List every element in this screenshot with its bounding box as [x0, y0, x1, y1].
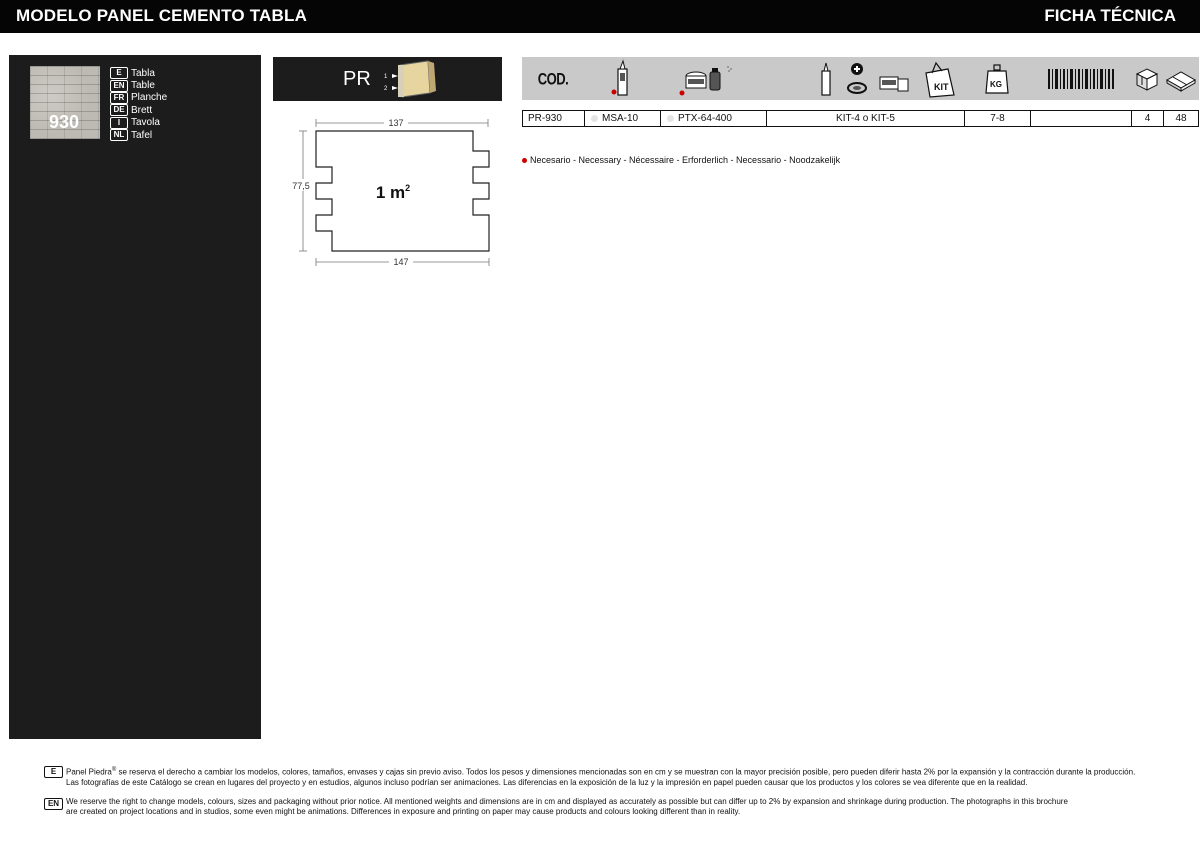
cell-adhesive-value: MSA-10: [602, 113, 639, 124]
language-name: Brett: [131, 104, 153, 116]
weight-label: KG: [990, 79, 1002, 89]
footer-en-line1: We reserve the right to change models, colours, sizes and packaging without prior notice. All mentioned weights and dimensions are in cm and displayed as accurately as possible but can differ up to 2% by expansion and shrinkage during production. The photographs in this brochure: [66, 797, 1068, 806]
kit-bag-icon: [770, 59, 960, 99]
table-header: [522, 57, 1199, 100]
svg-text:1 m2: [376, 183, 410, 202]
language-code: EN: [110, 80, 128, 92]
language-name: Table: [131, 80, 155, 92]
top-bar: [0, 0, 1200, 33]
legend-text: Necesario - Necessary - Nécessaire - Erforderlich - Necessario - Noodzakelijk: [530, 155, 841, 165]
registered-mark: ®: [111, 767, 117, 773]
panel-profile-mark: 1: [384, 74, 388, 80]
column-adhesive: [584, 57, 660, 100]
language-item: [110, 67, 167, 79]
footer-en-text: [66, 797, 1196, 817]
column-box: [1131, 57, 1163, 100]
language-code: FR: [110, 92, 128, 104]
language-item: [110, 104, 167, 116]
panel-diagram: [283, 113, 503, 273]
footer-es-line1: se reserva el derecho a cambiar los modelos, colores, tamaños, envases y cajas sin previo aviso. Todos los pesos y dimensiones mencionadas son en cm y se muestran con la mayor precisión posible, pero pueden diferir hasta 2% por la expansión y la contracción durante la producción.: [116, 767, 1136, 777]
language-item: [110, 92, 167, 104]
weight-icon: [983, 63, 1011, 95]
product-sidebar: [9, 55, 261, 739]
panel-profile-mark: 2: [384, 86, 388, 92]
language-item: [110, 79, 167, 91]
legend: [522, 155, 840, 165]
kit-label: KIT: [934, 81, 949, 92]
language-item: [110, 129, 167, 141]
dimension-bottom: 147: [393, 257, 409, 267]
required-dot: [591, 115, 598, 122]
language-code: I: [110, 117, 128, 129]
cell-adhesive: [585, 111, 661, 126]
column-kit: [766, 57, 964, 100]
dimension-top: 137: [388, 118, 404, 128]
pallet-icon: [1165, 66, 1197, 92]
page-title: MODELO PANEL CEMENTO TABLA: [16, 6, 308, 25]
language-badge-en: EN: [44, 798, 63, 810]
column-pallet: [1163, 57, 1199, 100]
paint-cans-icon: [668, 59, 758, 99]
footer-es-line2: Las fotografías de este Catálogo se crean en lugares del proyecto y en estudios, algunos incluso podrían ser animaciones. Las diferencias en la exposición de la luz y la impresión en papel pueden causar que los productos y los colores se vea diferente que en la realidad.: [66, 777, 1028, 787]
product-code: 930: [49, 112, 80, 132]
table-row[interactable]: [522, 110, 1199, 127]
language-code: DE: [110, 104, 128, 116]
required-dot-icon: [522, 158, 527, 163]
footer-es-text: [66, 765, 1196, 788]
panel-profile-icon: [378, 57, 438, 101]
footer-es: [44, 765, 1196, 788]
brand-name: Panel Piedra: [66, 767, 112, 777]
panel-type-block: [273, 57, 502, 101]
language-name: Tabla: [131, 67, 155, 79]
language-code: NL: [110, 129, 128, 141]
cell-paint-value: PTX-64-400: [678, 113, 732, 124]
cell-code: PR-930: [523, 111, 585, 126]
cell-box: 4: [1132, 111, 1164, 126]
barcode-icon: [1046, 67, 1116, 91]
language-badge-es: E: [44, 766, 63, 778]
area-value: 1 m: [375, 183, 406, 202]
language-code: E: [110, 67, 128, 79]
language-item: [110, 117, 167, 129]
language-name: Tavola: [131, 117, 160, 129]
column-barcode: [1030, 57, 1131, 100]
language-list: [110, 67, 167, 141]
required-dot: [667, 115, 674, 122]
dimension-left: 77,5: [292, 181, 310, 191]
panel-type-label: PR: [343, 68, 371, 90]
column-weight: [964, 57, 1030, 100]
footer-en: [44, 797, 1196, 817]
cell-weight: 7-8: [965, 111, 1031, 126]
footer-en-line2: are created on project locations and in studios, some even might be animations. Differences in exposure and printing on paper may cause products and colours looking different than in reality.: [66, 807, 741, 816]
column-paint: [660, 57, 766, 100]
product-swatch[interactable]: [30, 66, 100, 139]
cell-pallet: 48: [1175, 113, 1187, 124]
section-title: FICHA TÉCNICA: [1044, 6, 1176, 25]
code-label: COD.: [537, 68, 569, 89]
language-name: Tafel: [131, 129, 153, 141]
cell-barcode: [1031, 111, 1132, 126]
cell-paint: [661, 111, 767, 126]
cartridge-icon: [607, 59, 637, 99]
column-code: [522, 57, 584, 100]
box-icon: [1134, 66, 1160, 92]
language-name: Planche: [131, 92, 168, 104]
cell-kit: KIT-4 o KIT-5: [767, 111, 965, 126]
area-exponent: 2: [405, 183, 411, 193]
